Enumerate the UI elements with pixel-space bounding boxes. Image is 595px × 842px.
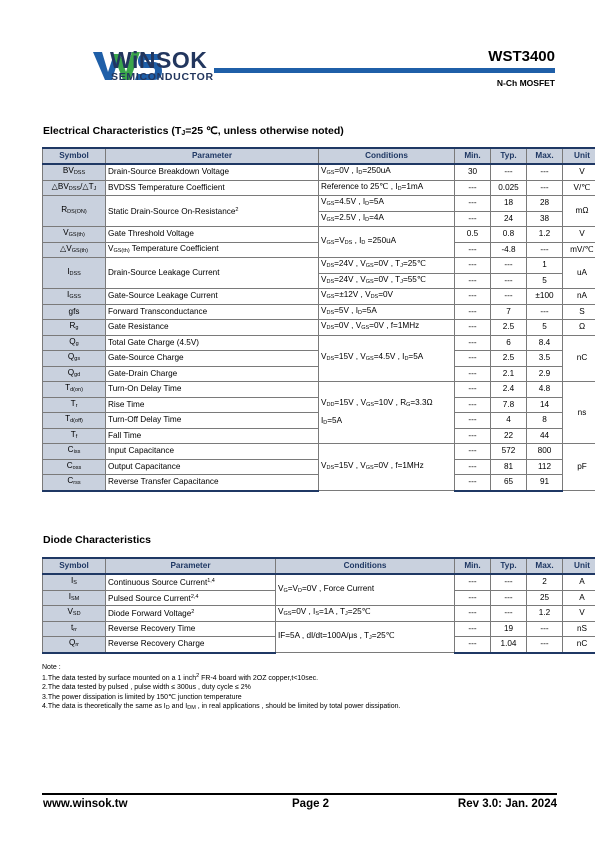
diode-table	[42, 557, 595, 654]
typ-cell: ---	[491, 273, 527, 289]
parameter-cell: Reverse Recovery Charge	[106, 637, 276, 653]
diode-section-title: Diode Characteristics	[43, 534, 151, 546]
min-cell: ---	[455, 382, 491, 398]
min-cell: ---	[455, 590, 491, 606]
max-cell: 25	[527, 590, 563, 606]
electrical-section-title: Electrical Characteristics ($T_J=25$ ℃, unless otherwise noted)	[43, 125, 344, 137]
parameter-cell: Total Gate Charge (4.5V)	[106, 335, 319, 351]
max-cell: 5	[527, 320, 563, 336]
typ-cell: 24	[491, 211, 527, 227]
symbol-cell: $T_{d(on)}$	[43, 382, 106, 398]
unit-cell: nC	[563, 637, 595, 653]
parameter-cell: Input Capacitance	[106, 444, 319, 460]
min-cell: 0.5	[455, 227, 491, 243]
symbol-cell: $C_{oss}$	[43, 459, 106, 475]
parameter-cell: Pulsed Source Current$^{2,4}$	[106, 590, 276, 606]
symbol-cell: $T_r$	[43, 397, 106, 413]
parameter-cell: Reverse Recovery Time	[106, 621, 276, 637]
symbol-cell: $Q_{rr}$	[43, 637, 106, 653]
table-row	[43, 335, 595, 351]
condition-cell: $V_{DS}=24V$ , $V_{GS}=0V$ , $T_J=25℃$	[319, 258, 455, 274]
symbol-cell: $I_{DSS}$	[43, 258, 106, 289]
typ-cell: 22	[491, 428, 527, 444]
parameter-cell: Rise Time	[106, 397, 319, 413]
symbol-cell: $BV_{DSS}$	[43, 164, 106, 180]
symbol-cell: $C_{iss}$	[43, 444, 106, 460]
min-cell: 30	[455, 164, 491, 180]
table-row	[43, 320, 595, 336]
typ-cell: 2.4	[491, 382, 527, 398]
table-row	[43, 606, 595, 622]
parameter-cell: Gate-Drain Charge	[106, 366, 319, 382]
max-cell: 2	[527, 574, 563, 590]
symbol-cell: $V_{GS(th)}$	[43, 227, 106, 243]
max-cell: 38	[527, 211, 563, 227]
condition-cell: $V_{GS}=V_{DS}$ , $I_D =250uA$	[319, 227, 455, 258]
max-cell: 1.2	[527, 227, 563, 243]
min-cell: ---	[455, 242, 491, 258]
unit-cell: S	[563, 304, 595, 320]
min-cell: ---	[455, 335, 491, 351]
min-cell: ---	[455, 366, 491, 382]
brand-subtitle: SEMICONDUCTOR	[111, 71, 214, 83]
table-row	[43, 444, 595, 460]
typ-cell: 6	[491, 335, 527, 351]
column-header: Symbol	[43, 148, 106, 164]
note-item: 3.The power dissipation is limited by 150℃ junction temperature	[42, 693, 242, 701]
notes-block	[42, 663, 557, 713]
symbol-cell: $I_{GSS}$	[43, 289, 106, 305]
unit-cell: V/℃	[563, 180, 595, 196]
footer-website: www.winsok.tw	[43, 798, 128, 810]
parameter-cell: Gate-Source Charge	[106, 351, 319, 367]
max-cell: ---	[527, 637, 563, 653]
symbol-cell: $\triangle BV_{DSS}/\triangle T_J$	[43, 180, 106, 196]
max-cell: 8.4	[527, 335, 563, 351]
condition-cell: $V_{GS}=\pm 12V$ , $V_{DS}=0V$	[319, 289, 455, 305]
parameter-cell: Drain-Source Breakdown Voltage	[106, 164, 319, 180]
column-header: Symbol	[43, 558, 106, 574]
max-cell: ---	[527, 242, 563, 258]
condition-cell: $V_G=V_D=0V$ , Force Current	[276, 574, 455, 606]
max-cell: 800	[527, 444, 563, 460]
parameter-cell: $V_{GS(th)}$ Temperature Coefficient	[106, 242, 319, 258]
symbol-cell: $V_{SD}$	[43, 606, 106, 622]
unit-cell: V	[563, 606, 595, 622]
typ-cell: 4	[491, 413, 527, 429]
parameter-cell: Reverse Transfer Capacitance	[106, 475, 319, 491]
parameter-cell: Diode Forward Voltage$^2$	[106, 606, 276, 622]
column-header: Parameter	[106, 148, 319, 164]
symbol-cell: $Q_{gd}$	[43, 366, 106, 382]
max-cell: ---	[527, 621, 563, 637]
parameter-cell: Turn-On Delay Time	[106, 382, 319, 398]
footer-page-number: Page 2	[292, 798, 330, 810]
parameter-cell: BVDSS Temperature Coefficient	[106, 180, 319, 196]
unit-cell: A	[563, 574, 595, 590]
min-cell: ---	[455, 428, 491, 444]
min-cell: ---	[455, 258, 491, 274]
unit-cell: pF	[563, 444, 595, 491]
typ-cell: 81	[491, 459, 527, 475]
symbol-cell: gfs	[43, 304, 106, 320]
condition-cell: $V_{GS}=4.5V$ , $I_D=5A$	[319, 196, 455, 212]
min-cell: ---	[455, 475, 491, 491]
unit-cell: uA	[563, 258, 595, 289]
condition-cell: $V_{DS}=15V$ , $V_{GS}=0V$ , f=1MHz	[319, 444, 455, 491]
table-row	[43, 258, 595, 274]
symbol-cell: $I_{SM}$	[43, 590, 106, 606]
condition-cell: $V_{GS}=2.5V$ , $I_D=4A$	[319, 211, 455, 227]
symbol-cell: $T_{d(off)}$	[43, 413, 106, 429]
max-cell: ---	[527, 304, 563, 320]
table-row	[43, 164, 595, 180]
max-cell: 2.9	[527, 366, 563, 382]
max-cell: ---	[527, 164, 563, 180]
typ-cell: ---	[491, 590, 527, 606]
min-cell: ---	[455, 413, 491, 429]
max-cell: 14	[527, 397, 563, 413]
parameter-cell: Drain-Source Leakage Current	[106, 258, 319, 289]
table-row	[43, 382, 595, 398]
min-cell: ---	[455, 289, 491, 305]
min-cell: ---	[455, 304, 491, 320]
unit-cell: mV/℃	[563, 242, 595, 258]
table-row	[43, 289, 595, 305]
symbol-cell: $Q_g$	[43, 335, 106, 351]
brand-name: WiNSOK	[110, 47, 208, 73]
column-header: Min.	[455, 558, 491, 574]
max-cell: 1.2	[527, 606, 563, 622]
min-cell: ---	[455, 196, 491, 212]
typ-cell: 19	[491, 621, 527, 637]
max-cell: 3.5	[527, 351, 563, 367]
table-row	[43, 196, 595, 212]
max-cell: 1	[527, 258, 563, 274]
min-cell: ---	[455, 459, 491, 475]
max-cell: 28	[527, 196, 563, 212]
symbol-cell: $T_f$	[43, 428, 106, 444]
max-cell: 5	[527, 273, 563, 289]
max-cell: 44	[527, 428, 563, 444]
typ-cell: 0.025	[491, 180, 527, 196]
parameter-cell: Gate-Source Leakage Current	[106, 289, 319, 305]
table-header-row	[43, 558, 595, 574]
electrical-table	[42, 147, 595, 492]
condition-cell: $V_{DS}=15V$ , $V_{GS}=4.5V$ , $I_D=5A$	[319, 335, 455, 382]
column-header: Min.	[455, 148, 491, 164]
max-cell: 8	[527, 413, 563, 429]
part-number: WST3400	[488, 48, 555, 65]
symbol-cell: $R_{DS(ON)}$	[43, 196, 106, 227]
unit-cell: ns	[563, 382, 595, 444]
parameter-cell: Fall Time	[106, 428, 319, 444]
footer-divider	[42, 793, 557, 795]
unit-cell: A	[563, 590, 595, 606]
typ-cell: 2.1	[491, 366, 527, 382]
min-cell: ---	[455, 606, 491, 622]
parameter-cell: Gate Threshold Voltage	[106, 227, 319, 243]
parameter-cell: Continuous Source Current$^{1,4}$	[106, 574, 276, 590]
unit-cell: nC	[563, 335, 595, 382]
column-header: Conditions	[276, 558, 455, 574]
typ-cell: 2.5	[491, 320, 527, 336]
column-header: Max.	[527, 148, 563, 164]
column-header: Unit	[563, 558, 595, 574]
condition-cell: $V_{DS}=24V$ , $V_{GS}=0V$ , $T_J=55℃$	[319, 273, 455, 289]
min-cell: ---	[455, 397, 491, 413]
typ-cell: 0.8	[491, 227, 527, 243]
min-cell: ---	[455, 621, 491, 637]
typ-cell: 65	[491, 475, 527, 491]
parameter-cell: Static Drain-Source On-Resistance$^2$	[106, 196, 319, 227]
column-header: Typ.	[491, 148, 527, 164]
unit-cell: V	[563, 164, 595, 180]
typ-cell: ---	[491, 258, 527, 274]
typ-cell: 7.8	[491, 397, 527, 413]
column-header: Parameter	[106, 558, 276, 574]
max-cell: 112	[527, 459, 563, 475]
condition-cell: $V_{GS}=0V$ , $I_S=1A$ , $T_J=25℃$	[276, 606, 455, 622]
part-type: N-Ch MOSFET	[496, 78, 555, 88]
condition-cell: $V_{GS}=0V$ , $I_D=250uA$	[319, 164, 455, 180]
condition-cell: IF=5A , dI/dt=100A/μs , $T_J=25℃$	[276, 621, 455, 653]
typ-cell: 1.04	[491, 637, 527, 653]
typ-cell: 7	[491, 304, 527, 320]
symbol-cell: $\triangle V_{GS(th)}$	[43, 242, 106, 258]
symbol-cell: $C_{rss}$	[43, 475, 106, 491]
unit-cell: nS	[563, 621, 595, 637]
condition-cell: $V_{DD}=15V$ , $V_{GS}=10V$ , $R_G=3.3\Omega$ $I_D=5A$	[319, 382, 455, 444]
note-item: 2.The data tested by pulsed , pulse width ≤ 300us , duty cycle ≤ 2%	[42, 684, 251, 692]
header-divider-bar	[214, 68, 555, 73]
table-row	[43, 621, 595, 637]
max-cell: 4.8	[527, 382, 563, 398]
symbol-cell: $R_g$	[43, 320, 106, 336]
condition-cell: $V_{DS}=0V$ , $V_{GS}=0V$ , f=1MHz	[319, 320, 455, 336]
symbol-cell: $Q_{gs}$	[43, 351, 106, 367]
min-cell: ---	[455, 574, 491, 590]
min-cell: ---	[455, 273, 491, 289]
condition-cell: Reference to 25℃ , $I_D=1mA$	[319, 180, 455, 196]
typ-cell: 2.5	[491, 351, 527, 367]
typ-cell: 18	[491, 196, 527, 212]
min-cell: ---	[455, 320, 491, 336]
unit-cell: Ω	[563, 320, 595, 336]
parameter-cell: Output Capacitance	[106, 459, 319, 475]
parameter-cell: Forward Transconductance	[106, 304, 319, 320]
table-row	[43, 574, 595, 590]
notes-heading: Note :	[42, 664, 61, 671]
min-cell: ---	[455, 637, 491, 653]
note-item: 4.The data is theoretically the same as $I_D$ and $I_{DM}$ , in real applications , should be limited by total power dissipation.	[42, 702, 401, 711]
condition-cell: $V_{DS}=5V$ , $I_D=5A$	[319, 304, 455, 320]
max-cell: ---	[527, 180, 563, 196]
column-header: Typ.	[491, 558, 527, 574]
typ-cell: -4.8	[491, 242, 527, 258]
typ-cell: ---	[491, 606, 527, 622]
min-cell: ---	[455, 211, 491, 227]
min-cell: ---	[455, 351, 491, 367]
table-header-row	[43, 148, 595, 164]
column-header: Conditions	[319, 148, 455, 164]
max-cell: ±100	[527, 289, 563, 305]
unit-cell: nA	[563, 289, 595, 305]
typ-cell: 572	[491, 444, 527, 460]
symbol-cell: $I_S$	[43, 574, 106, 590]
table-row	[43, 304, 595, 320]
column-header: Max.	[527, 558, 563, 574]
typ-cell: ---	[491, 574, 527, 590]
column-header: Unit	[563, 148, 595, 164]
parameter-cell: Gate Resistance	[106, 320, 319, 336]
unit-cell: V	[563, 227, 595, 243]
min-cell: ---	[455, 180, 491, 196]
parameter-cell: Turn-Off Delay Time	[106, 413, 319, 429]
min-cell: ---	[455, 444, 491, 460]
footer-revision: Rev 3.0: Jan. 2024	[457, 798, 557, 810]
max-cell: 91	[527, 475, 563, 491]
unit-cell: mΩ	[563, 196, 595, 227]
table-row	[43, 180, 595, 196]
typ-cell: ---	[491, 289, 527, 305]
symbol-cell: $t_{rr}$	[43, 621, 106, 637]
typ-cell: ---	[491, 164, 527, 180]
table-row	[43, 227, 595, 243]
note-item: 1.The data tested by surface mounted on a 1 inch$^2$ FR-4 board with 2OZ copper,t<10sec.	[42, 673, 319, 683]
